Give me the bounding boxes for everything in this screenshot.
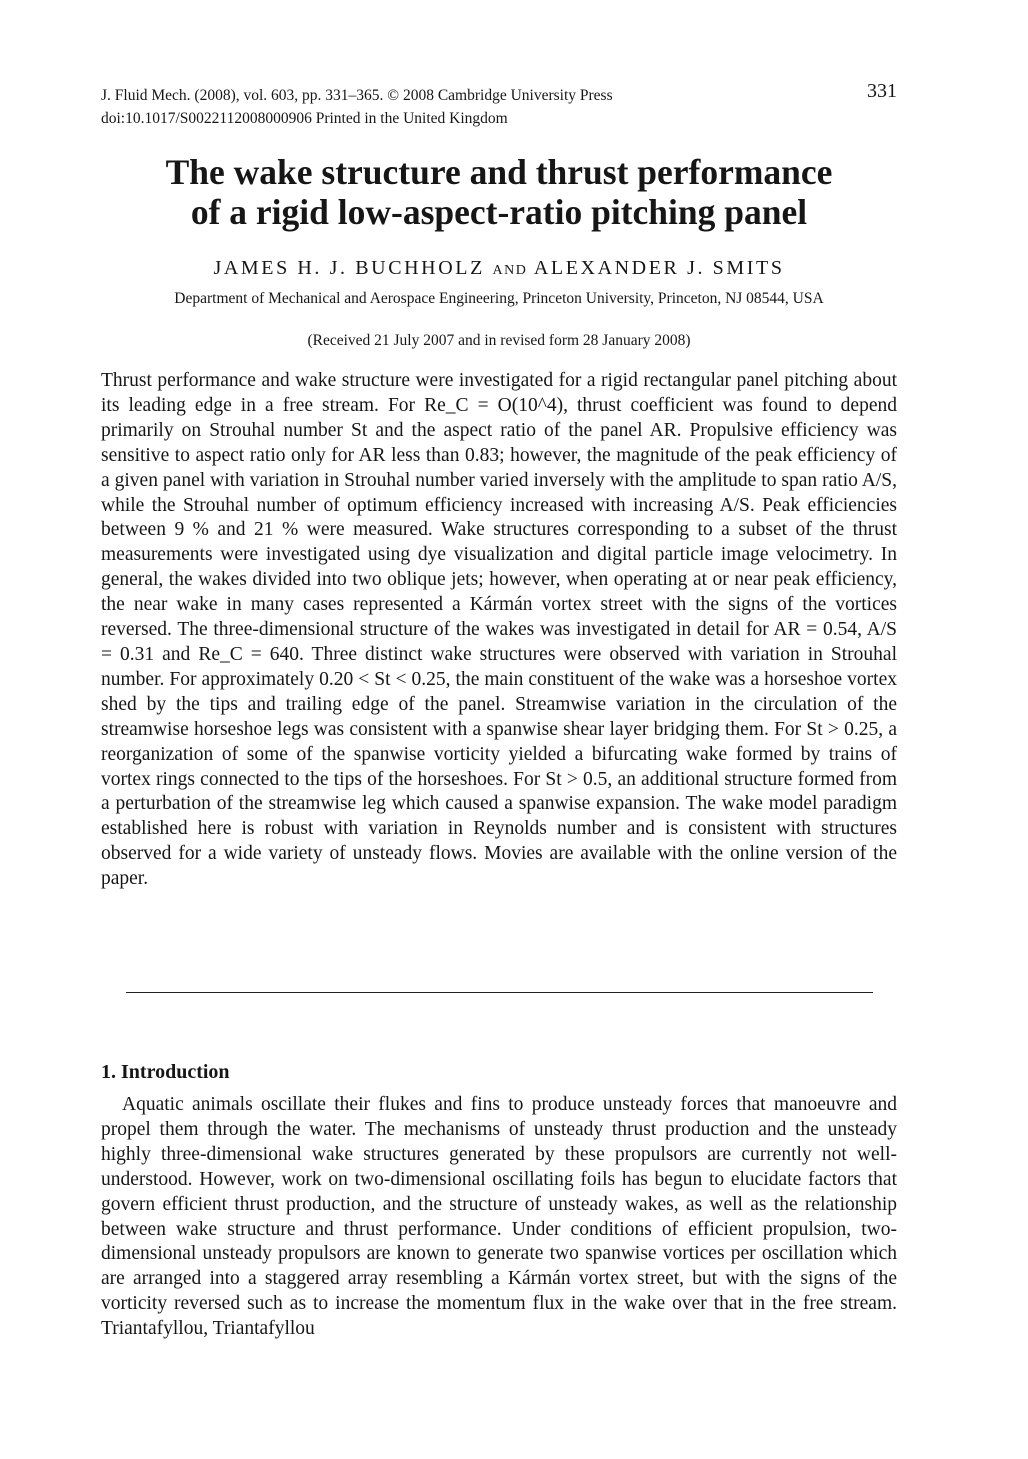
page-number: 331 xyxy=(867,80,897,102)
citation-line: J. Fluid Mech. (2008), vol. 603, pp. 331–365. © 2008 Cambridge University Press xyxy=(101,87,613,104)
section-heading-introduction: 1. Introduction xyxy=(101,1061,230,1083)
author-conjunction: AND xyxy=(492,263,528,278)
affiliation: Department of Mechanical and Aerospace Engineering, Princeton University, Princeton, NJ 08544, USA xyxy=(174,290,824,307)
author-list xyxy=(101,257,897,280)
author-2: ALEXANDER J. SMITS xyxy=(533,257,785,279)
abstract-divider xyxy=(126,992,873,993)
title-line-1: The wake structure and thrust performance xyxy=(165,152,833,192)
received-dates: (Received 21 July 2007 and in revised form 28 January 2008) xyxy=(307,332,691,349)
author-1: JAMES H. J. BUCHHOLZ xyxy=(213,257,485,279)
doi-line: doi:10.1017/S0022112008000906 Printed in the United Kingdom xyxy=(101,110,508,127)
abstract xyxy=(101,369,897,892)
paper-title xyxy=(101,152,897,232)
introduction-paragraph: Aquatic animals oscillate their flukes and fins to produce unsteady forces that manoeuvre and propel them through the water. The mechanisms of unsteady thrust production and the unsteady highly three-dimensional wake structures generated by these propulsors are currently not well-understood. However, work on two-dimensional oscillating foils has begun to elucidate factors that govern efficient thrust production, and the structure of unsteady wakes, as well as the relationship between wake structure and thrust performance. Under conditions of efficient propulsion, two-dimensional unsteady propulsors are known to generate two spanwise vortices per oscillation which are arranged into a staggered array resembling a Kármán vortex street, but with the signs of the vorticity reversed such as to increase the momentum flux in the wake over that in the free stream. Triantafyllou, Triantafyllou xyxy=(101,1094,897,1340)
journal-header xyxy=(101,80,897,130)
title-line-2: of a rigid low-aspect-ratio pitching panel xyxy=(190,192,808,232)
introduction-body xyxy=(101,1093,897,1342)
abstract-text: Thrust performance and wake structure were investigated for a rigid rectangular panel pitching about its leading edge in a free stream. For Re_C = O(10^4), thrust coefficient was found to depend primarily on Strouhal number St and the aspect ratio of the panel AR. Propulsive efficiency was sensitive to aspect ratio only for AR less than 0.83; however, the magnitude of the peak efficiency of a given panel with variation in Strouhal number varied inversely with the amplitude to span ratio A/S, while the Strouhal number of optimum efficiency increased with increasing A/S. Peak efficiencies between 9 % and 21 % were measured. Wake structures corresponding to a subset of the thrust measurements were investigated using dye visualization and digital particle image velocimetry. In general, the wakes divided into two oblique jets; however, when operating at or near peak efficiency, the near wake in many cases represented a Kármán vortex street with the signs of the vortices reversed. The three-dimensional structure of the wakes was investigated in detail for AR = 0.54, A/S = 0.31 and Re_C = 640. Three distinct wake structures were observed with variation in Strouhal number. For approximately 0.20 < St < 0.25, the main constituent of the wake was a horseshoe vortex shed by the tips and trailing edge of the panel. Streamwise variation in the circulation of the streamwise horseshoe legs was consistent with a spanwise shear layer bridging them. For St > 0.25, a reorganization of some of the spanwise vorticity yielded a bifurcating wake formed by trains of vortex rings connected to the tips of the horseshoes. For St > 0.5, an additional structure formed from a perturbation of the streamwise leg which caused a spanwise expansion. The wake model paradigm established here is robust with variation in Reynolds number and is consistent with structures observed for a wide variety of unsteady flows. Movies are available with the online version of the paper. xyxy=(101,370,897,890)
